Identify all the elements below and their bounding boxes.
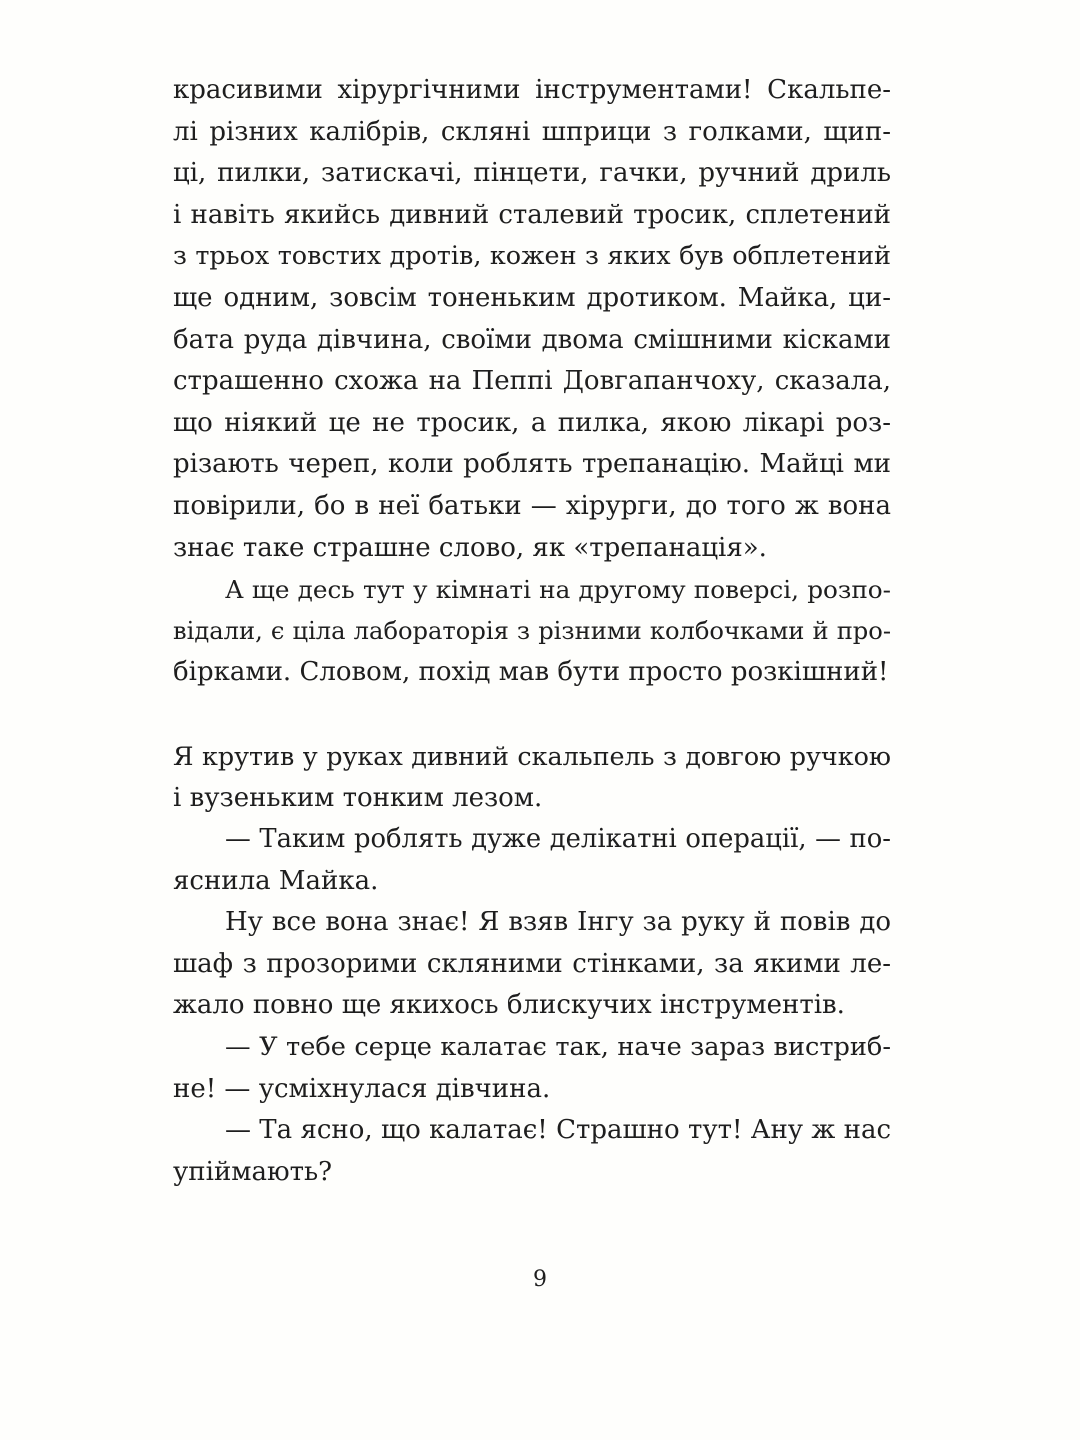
text-line: що ніякий це не тросик, а пилка, якою лікарі роз-	[173, 407, 891, 438]
text-line: знає таке страшне слово, як «трепанація».	[173, 532, 767, 563]
text-line: — Таким роблять дуже делікатні операції, — по-	[225, 824, 891, 855]
page-number: 9	[533, 1267, 547, 1292]
text-line: відали, є ціла лабораторія з різними колбочками й про-	[173, 616, 891, 645]
text-line: ці, пилки, затискачі, пінцети, гачки, ручний дриль	[173, 158, 891, 189]
text-line: страшенно схожа на Пеппі Довгапанчоху, сказала,	[173, 366, 891, 397]
text-line: не! — усміхнулася дівчина.	[173, 1073, 551, 1104]
text-line: жало повно ще якихось блискучих інструментів.	[173, 990, 845, 1021]
text-line: яснила Майка.	[173, 865, 379, 896]
text-line: А ще десь тут у кімнаті на другому поверсі, розпо-	[225, 575, 891, 605]
text-line: бата руда дівчина, своїми двома смішними кісками	[173, 324, 891, 355]
text-line: бірками. Словом, похід мав бути просто розкішний!	[173, 657, 889, 688]
text-line: і вузеньким тонким лезом.	[173, 782, 543, 813]
text-line: ще одним, зовсім тоненьким дротиком. Майка, ци-	[173, 282, 891, 313]
text-line: з трьох товстих дротів, кожен з яких був обплетений	[173, 241, 891, 272]
text-line: шаф з прозорими скляними стінками, за якими ле-	[173, 948, 891, 979]
text-line: і навіть якийсь дивний сталевий тросик, сплетений	[173, 199, 891, 230]
text-line: повірили, бо в неї батьки — хірурги, до того ж вона	[173, 490, 891, 521]
text-line: красивими хірургічними інструментами! Скальпе-	[173, 75, 891, 105]
text-line: Ну все вона знає! Я взяв Інгу за руку й повів до	[225, 907, 891, 938]
text-line: Я крутив у руках дивний скальпель з довгою ручкою	[173, 740, 891, 771]
text-line: — Та ясно, що калатає! Страшно тут! Ану ж нас	[225, 1115, 891, 1146]
text-line: упіймають?	[173, 1156, 333, 1187]
text-line: лі різних калібрів, скляні шприци з голками, щип-	[173, 116, 891, 147]
text-line: — У тебе серце калатає так, наче зараз вистриб-	[225, 1032, 891, 1063]
section-break	[173, 694, 891, 736]
body-text	[173, 70, 891, 1193]
text-line: різають череп, коли роблять трепанацію. Майці ми	[173, 449, 891, 480]
